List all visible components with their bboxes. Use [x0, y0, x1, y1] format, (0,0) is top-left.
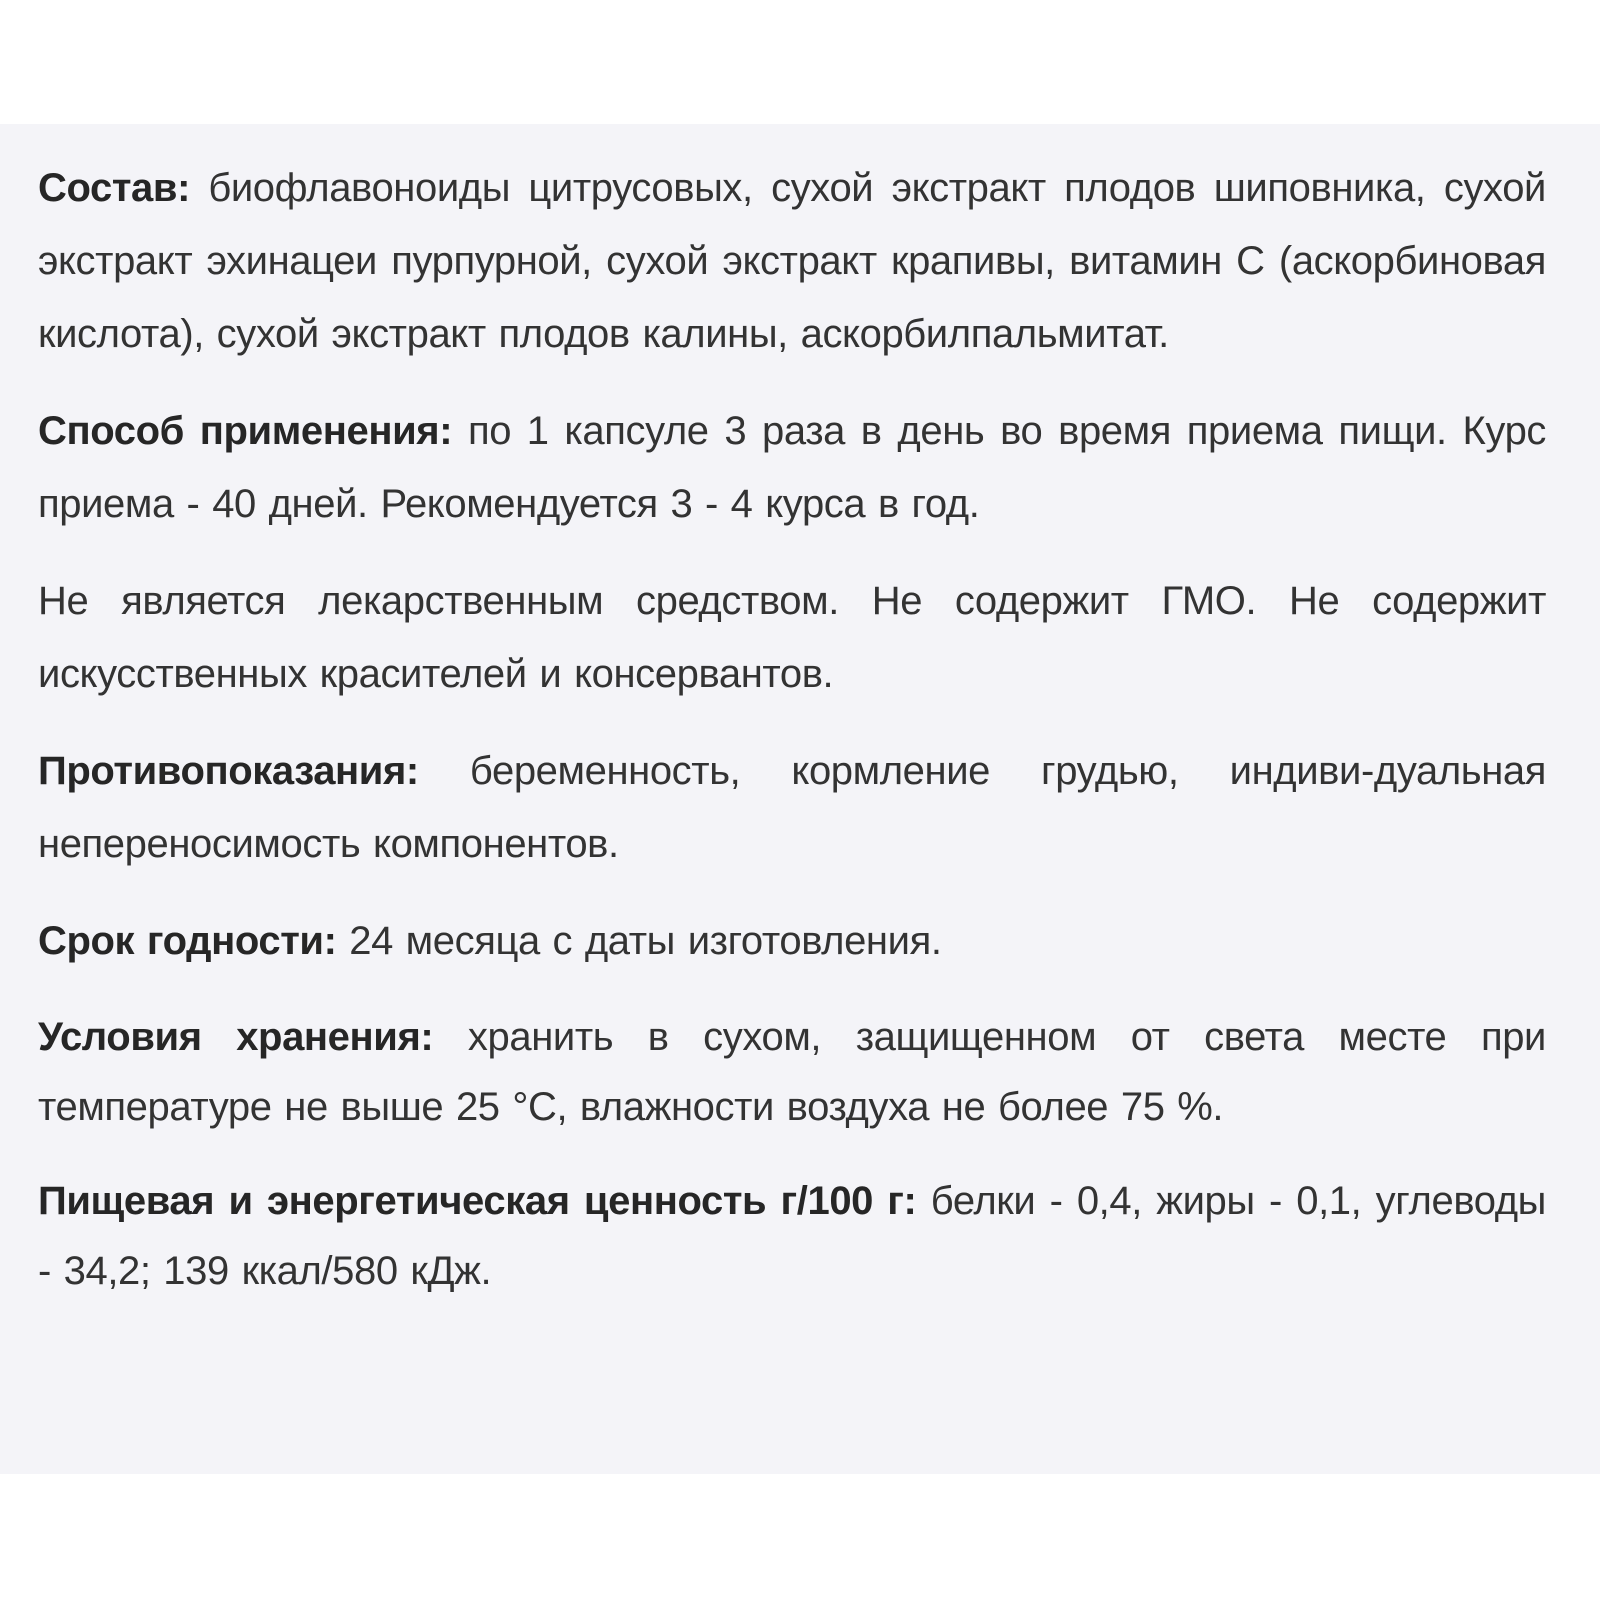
disclaimer-paragraph — [38, 565, 1546, 711]
shelf-life-text: 24 месяца с даты изготовления. — [349, 919, 942, 963]
usage-paragraph — [38, 395, 1546, 541]
contraindications-paragraph — [38, 735, 1546, 881]
storage-paragraph — [38, 1002, 1546, 1142]
nutrition-paragraph — [38, 1166, 1546, 1306]
usage-heading: Способ применения: — [38, 409, 453, 453]
composition-heading: Состав: — [38, 166, 190, 210]
nutrition-text: белки - 0,4, жиры - 0,1, углеводы - 34,2; 139 ккал/580 кДж. — [38, 1179, 1546, 1293]
composition-text: биофлавоноиды цитрусовых, сухой экстракт плодов шиповника, сухой экстракт эхинацеи пурпурной, сухой экстракт крапивы, витамин С (аскорбиновая кислота), сухой экстракт плодов калины, аскорбилпальмитат. — [38, 166, 1546, 356]
nutrition-heading: Пищевая и энергетическая ценность г/100 г: — [38, 1179, 917, 1223]
usage-text: по 1 капсуле 3 раза в день во время приема пищи. Курс приема - 40 дней. Рекомендуется 3 - 4 курса в год. — [38, 409, 1547, 526]
contraindications-text: беременность, кормление грудью, индиви-дуальная непереносимость компонентов. — [38, 749, 1546, 866]
product-label-panel — [0, 124, 1600, 1474]
composition-paragraph — [38, 152, 1546, 371]
storage-heading: Условия хранения: — [38, 1015, 434, 1059]
shelf-life-paragraph — [38, 905, 1546, 978]
contraindications-heading: Противопоказания: — [38, 749, 419, 793]
shelf-life-heading: Срок годности: — [38, 919, 337, 963]
storage-text: хранить в сухом, защищенном от света месте при температуре не выше 25 °С, влажности воздуха не более 75 %. — [38, 1015, 1547, 1129]
disclaimer-text: Не является лекарственным средством. Не содержит ГМО. Не содержит искусственных красителей и консервантов. — [38, 579, 1546, 696]
